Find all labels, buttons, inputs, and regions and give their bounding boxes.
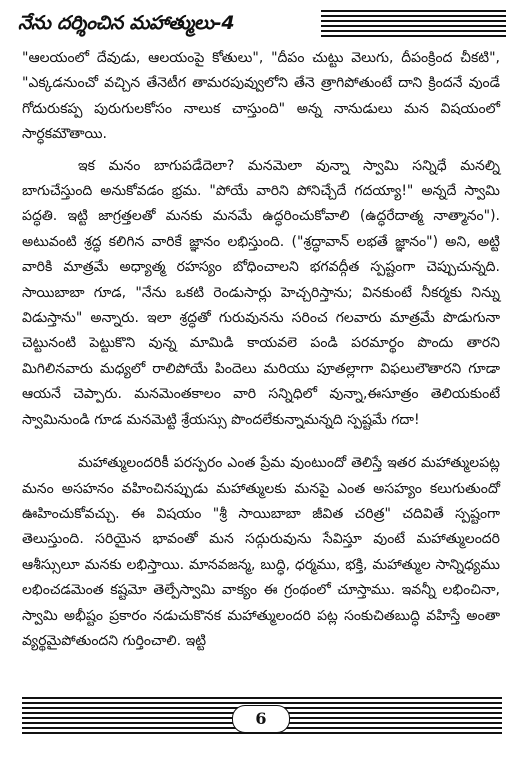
header-rule — [321, 15, 506, 17]
paragraph: "ఆలయంలో దేవుడు, ఆలయంపై కోతులు", "దీపం చుట్టు వెలుగు, దీపంక్రింద చీకటి", "ఎక్కడనుంచో వచ్చిన తేనెటీగ తామరపువ్వులోని తేనె త్రాగిపోతుంటే దాని క్రిందనే వుండే గోదురుకప్ప పురుగులకోసం నాలుక చాస్తుంది" అన్న నానుడులు మన విషయంలో సార్ధకమౌతాయి. — [22, 50, 500, 143]
page-number: 6 — [232, 705, 290, 733]
header-rule — [321, 35, 506, 37]
header-rule — [321, 25, 506, 27]
page-header — [14, 8, 506, 42]
running-title: నేను దర్శించిన మహాత్ములు-4 — [18, 12, 235, 34]
paragraph: ఇక మనం బాగుపడేదెలా? మనమెలా వున్నా స్వామి సన్నిధే మనల్ని బాగుచేస్తుంది అనుకోవడం భ్రమ. "పోయే వారిని పోనిచ్చేదే గదయ్యా!" అన్నదే స్వామి పద్ధతి. ఇట్టి జాగ్రత్తలతో మనకు మనమే ఉద్ధరించుకోవాలి (ఉద్ధరేదాత్మ నాత్మానం"). అటువంటి శ్రద్ధ కలిగిన వారికే జ్ఞానం లభిస్తుంది. ("శ్రద్ధావాన్ లభతే జ్ఞానం") అని, అట్టి వారికి మాత్రమే అధ్యాత్మ రహస్యం బోధించాలని భగవద్గీత స్పష్టంగా చెప్పుచున్నది. సాయిబాబా గూడ, "నేను ఒకటి రెండుసార్లు హెచ్చరిస్తాను; వినకుంటే నీకర్మకు నిన్ను విడుస్తాను" అన్నారు. ఇలా శ్రద్ధతో గురువునను సరించ గలవారు మాత్రమే పొడుగునా చెట్టునంటి పెట్టుకొని వున్న మామిడి కాయవలె పండి పరమార్థం పొందు తారని మిగిలినవారు మధ్యలో రాలిపోయే పిందెలు మరియు పూతల్లాగా విఫలులౌతారని గూడా ఆయనే చెప్పారు. మనమెంతకాలం వారి సన్నిధిలో వున్నా,ఈసూత్రం తెలియకుంటే స్వామినుండి గూడ మనమెట్టి శ్రేయస్సు పొందలేకున్నామన్నది స్పష్టమే గదా! — [22, 157, 500, 428]
footer-rule — [22, 697, 502, 699]
header-rule — [321, 20, 506, 22]
page-body — [22, 46, 500, 654]
paragraph: మహాత్ములందరికీ పరస్పరం ఎంత ప్రేమ వుంటుందో తెలిస్తే ఇతర మహాత్ములపట్ల మనం అసహనం వహించినప్పుడు మహాత్ములకు మనపై ఎంత అసహ్యం కలుగుతుందో ఊహించుకోవచ్చు. ఈ విషయం "శ్రీ సాయిబాబా జీవిత చరిత్ర" చదివితే స్పష్టంగా తెలుస్తుంది. సరియైన భావంతో మన సద్గురువును సేవిస్తూ వుంటే మహాత్ములందరి ఆశీస్సులూ మనకు లభిస్తాయి. మానవజన్మ, బుద్ధి, ధర్మము, భక్తి, మహాత్ముల సాన్నిధ్యము లభించడమెంత కష్టమో తెల్పేస్వామి వాక్యం ఈ గ్రంథంలో చూస్తాము. ఇవన్నీ లభించినా, స్వామి అభీష్టం ప్రకారం నడుచుకొనక మహాత్ములందరి పట్ల సంకుచితబుద్ధి వహిస్తే అంతా వ్యర్థమైపోతుందని గుర్తించాలి. ఇట్టి — [22, 455, 500, 649]
header-rule — [321, 10, 506, 12]
footer-rule — [22, 702, 502, 704]
page-footer — [22, 697, 502, 743]
header-rule — [321, 30, 506, 32]
